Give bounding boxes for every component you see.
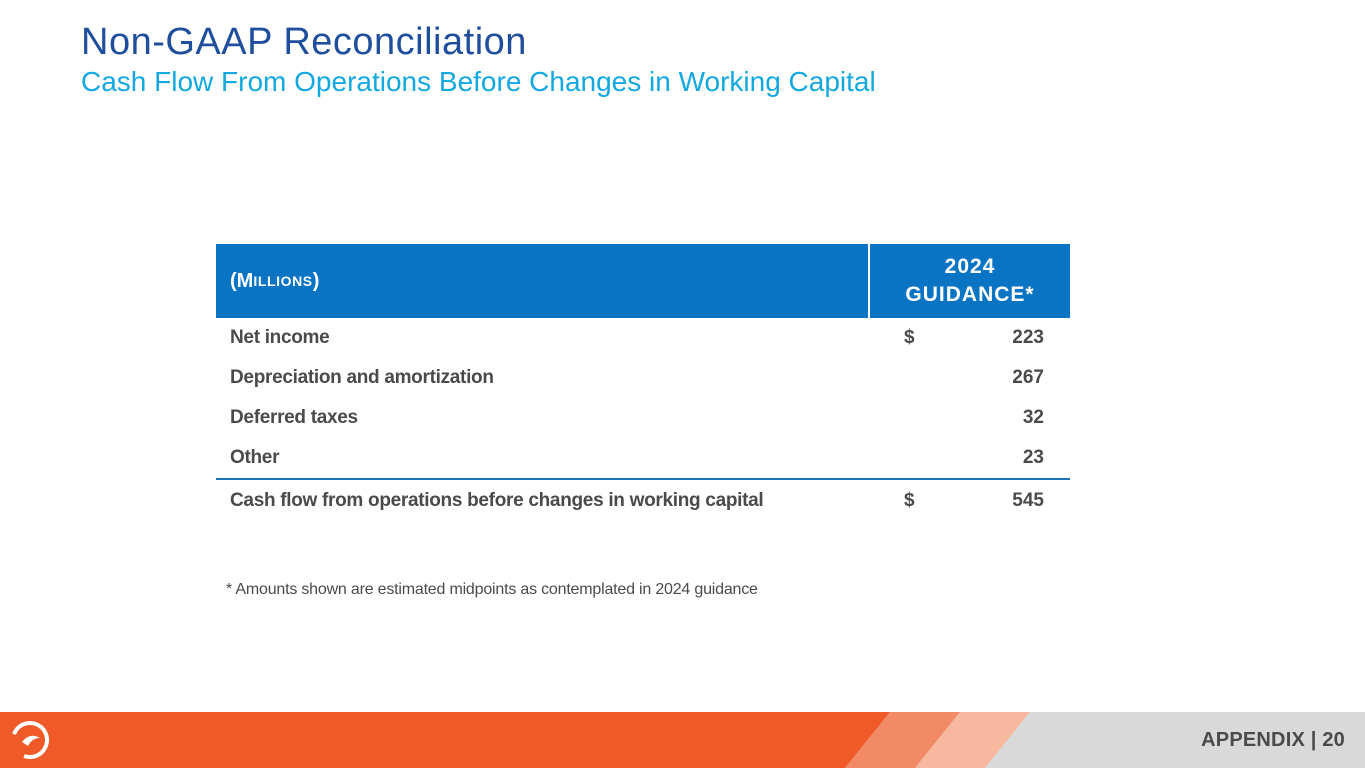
- total-currency: $: [904, 490, 915, 511]
- guidance-label: GUIDANCE*: [905, 283, 1035, 306]
- footer-band-graphic: [0, 712, 1365, 768]
- row-label: Deferred taxes: [230, 407, 358, 428]
- units-open: (M: [230, 269, 254, 292]
- row-label: Depreciation and amortization: [230, 367, 494, 388]
- footer-page-label: [1201, 729, 1345, 752]
- units-close: ): [312, 269, 320, 292]
- table-row: [216, 438, 1070, 478]
- row-value: 267: [1012, 367, 1044, 388]
- section-label: APPENDIX: [1201, 729, 1306, 751]
- row-currency: $: [904, 327, 915, 348]
- footnote: * Amounts shown are estimated midpoints as contemplated in 2024 guidance: [226, 581, 758, 598]
- table-total-row: [216, 478, 1070, 522]
- column-header-units: [216, 244, 870, 318]
- guidance-year: 2024: [944, 255, 996, 278]
- table-row: [216, 318, 1070, 358]
- page-number: 20: [1322, 729, 1345, 751]
- company-logo-icon: [10, 720, 50, 760]
- row-label: Net income: [230, 327, 330, 348]
- units-smallcaps: ILLIONS: [253, 273, 313, 289]
- table-header: [216, 244, 1070, 318]
- table-row: [216, 398, 1070, 438]
- row-value: 23: [1022, 447, 1044, 468]
- table-row: [216, 358, 1070, 398]
- page-subtitle: Cash Flow From Operations Before Changes in Working Capital: [81, 66, 876, 97]
- row-value: 32: [1022, 407, 1044, 428]
- row-label: Other: [230, 447, 280, 468]
- separator: |: [1310, 729, 1317, 751]
- reconciliation-table: [216, 244, 1070, 522]
- total-value: 545: [1012, 490, 1044, 511]
- row-value: 223: [1012, 327, 1044, 348]
- column-header-guidance: [870, 244, 1070, 318]
- footer-band: [0, 712, 1365, 768]
- total-label: Cash flow from operations before changes in working capital: [230, 490, 764, 511]
- page-title: Non-GAAP Reconciliation: [81, 21, 527, 63]
